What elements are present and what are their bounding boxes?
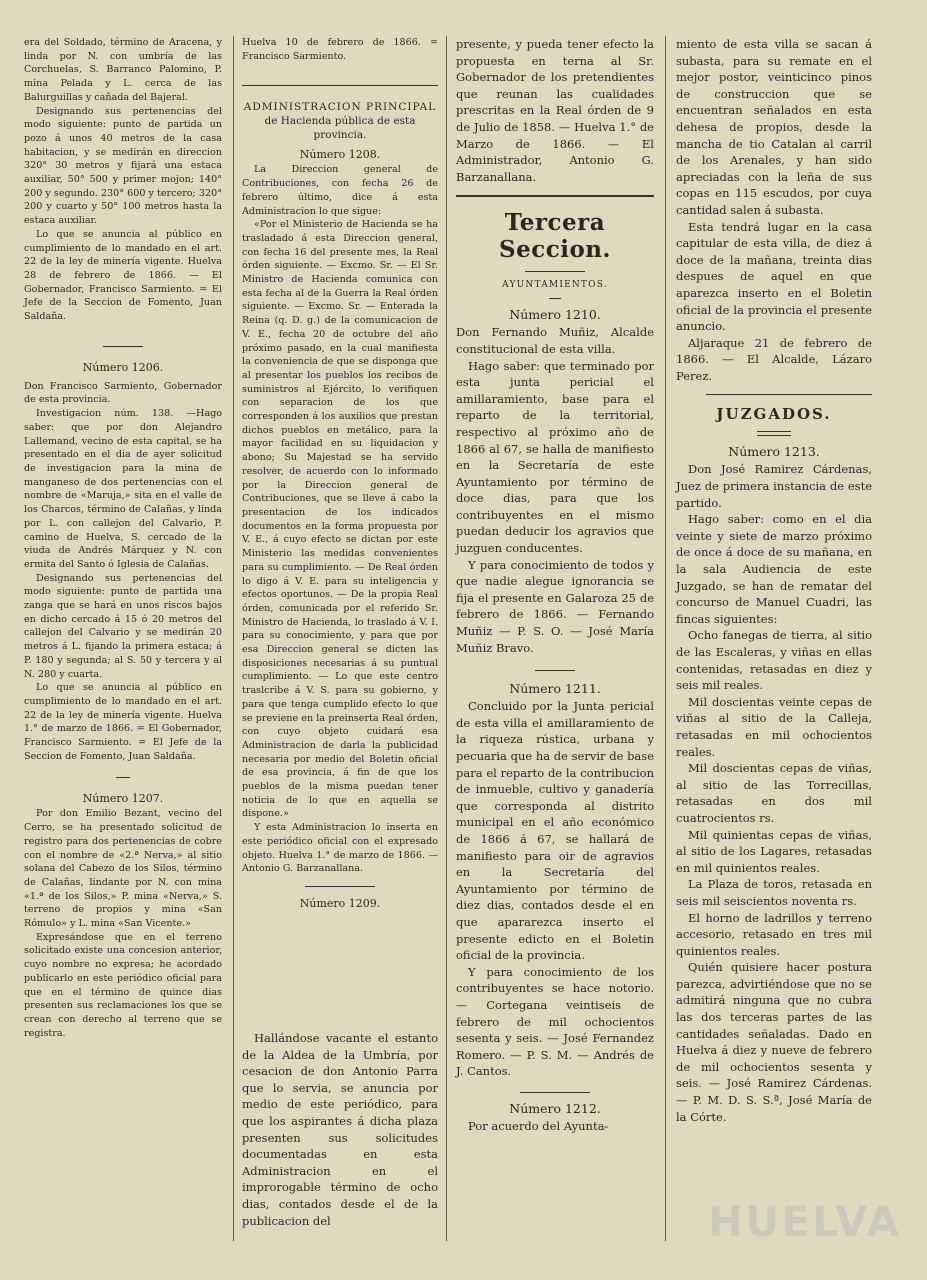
notice-number: Número 1207. xyxy=(82,792,164,806)
paragraph: Ocho fanegas de tierra, al sitio de las Escaleras, y viñas en ellas contenidas, retasadas en diez y seis mil reales. xyxy=(676,628,872,693)
library-watermark: HUELVA xyxy=(707,1197,901,1246)
paragraph: Concluido por la Junta pericial de esta villa el amillaramiento de la riqueza rústica, urbana y pecuaria que ha de servir de base para el reparto de la contribucion de inmueble, cultivo y ganadería que corresponda al distrito municipal en el año económico de 1866 á 67, se hallará de manifiesto para oir de agravios en la Secretaría del Ayuntamiento por término de diez dias, contados desde el en que apararezca inserto el presente edicto en el Boletin oficial de la provincia. xyxy=(456,699,654,963)
paragraph: Mil doscientas cepas de viñas, al sitio de las Torrecillas, retasadas en dos mil cuatrocientos rs. xyxy=(676,761,872,825)
separator xyxy=(456,195,654,197)
notice-number: Número 1208. xyxy=(299,148,381,162)
separator xyxy=(103,346,143,347)
column-4 xyxy=(676,36,872,1125)
paragraph: Lo que se anuncia al público en cumplimiento de lo mandado en el art. 22 de la ley de minería vigente. Huelva 1.° de marzo de 1866. = El Gobernador, Francisco Sarmiento. = El Jefe de la Seccion de Fomento, Juan Saldaña. xyxy=(24,682,222,762)
notice-number: Número 1209. xyxy=(299,896,381,910)
paragraph: Quién quisiere hacer postura parezca, advirtiéndose que no se admitirá ninguna que no cubra las dos terceras partes de las cantidades señaladas. Dado en Huelva á diez y nueve de febrero de mil ochocientos sesenta y seis. — José Ramirez Cárdenas. — P. M. D. S. S.ª, José María de la Córte. xyxy=(676,960,872,1124)
paragraph: Hago saber: como en el dia veinte y siete de marzo próximo de once á doce de su mañana, en la sala Audiencia de este Juzgado, se han de rematar del concurso de Manuel Cuadri, las fincas siguientes: xyxy=(676,512,872,626)
paragraph: Y esta Administracion lo inserta en este periódico oficial con el expresado objeto. Huelva 1.° de marzo de 1866. — Antonio G. Barzanallana. xyxy=(242,822,438,875)
paragraph: Hago saber: que terminado por esta junta pericial el amillaramiento, base para el reparto de la territorial, respectivo al próximo año de 1866 al 67, se halla de manifiesto en la Secretaría de este Ayuntamiento por término de doce dias, para que los contribuyentes en el mismo puedan deducir los agravios que juzguen conducentes. xyxy=(456,358,654,556)
separator xyxy=(520,1092,590,1093)
paragraph: Y para conocimiento de todos y que nadie alegue ignorancia se fija el presente en Galaroza 25 de febrero de 1866. — Fernando Muñiz — P. S. O. — José María Muñiz Bravo. xyxy=(456,557,654,655)
heading-line: de Hacienda pública de esta provincia. xyxy=(264,115,416,142)
paragraph: Expresándose que en el terreno solicitado existe una concesion anterior, cuyo nombre no expresa; he acordado publicarlo en este periódico oficial para que en el término de quince dias presenten sus reclamaciones los que se crean con derecho al terreno que se registra. xyxy=(24,931,222,1039)
column-3 xyxy=(456,36,654,1134)
separator xyxy=(549,298,561,299)
section-subtitle: AYUNTAMIENTOS. xyxy=(502,280,608,291)
section-title: Tercera Seccion. xyxy=(498,209,612,264)
separator xyxy=(706,394,872,395)
column-1 xyxy=(24,36,222,1040)
paragraph: Designando sus pertenencias del modo siguiente: punto de partida un pozo á unos 40 metros de la casa habitacion, y se medirán en direccion 320° 30 metros y fijará una estaca auxiliar, 50° 500 y primer mojon; 140° 200 y segundo. 230° 600 y tercero; 320° 200 y cuarto y 50° 100 metros hasta la estaca auxiliar. xyxy=(24,105,222,227)
paragraph: Mil quinientas cepas de viñas, al sitio de los Lagares, retasadas en mil quinientos reales. xyxy=(676,827,872,875)
notice-number: Número 1211. xyxy=(509,681,601,697)
section-heading xyxy=(242,100,438,142)
paragraph: Por acuerdo del Ayunta- xyxy=(468,1118,609,1133)
paragraph: La Direccion general de Contribuciones, con fecha 26 de febrero último, dice á esta Administracion lo que sigue: xyxy=(242,164,438,217)
separator xyxy=(116,777,130,778)
notice-number: Número 1210. xyxy=(509,307,601,323)
paragraph: Esta tendrá lugar en la casa capitular de esta villa, de diez á doce de la mañana, treinta dias despues de aquel en que aparezca inserto en el Boletin oficial de la provincia el presente anuncio. xyxy=(676,219,872,334)
column-rule xyxy=(446,36,447,1241)
paragraph: Hallándose vacante el estanto de la Aldea de la Umbría, por cesacion de don Antonio Parra que lo servia, se anuncia por medio de este periódico, para que los aspirantes á dicha plaza presenten sus solicitudes documentadas en esta Administracion en el improrogable término de ocho dias, contados desde el de la publicacion del xyxy=(242,1031,438,1228)
column-rule xyxy=(665,36,666,1241)
notice-number: Número 1206. xyxy=(82,360,164,374)
column-2-lower xyxy=(242,1030,438,1229)
paragraph: La Plaza de toros, retasada en seis mil seiscientos noventa rs. xyxy=(676,877,872,908)
heading-line: ADMINISTRACION PRINCIPAL xyxy=(243,101,437,114)
paragraph: Mil doscientas veinte cepas de viñas al sitio de la Calleja, retasadas en mil ochocientos reales. xyxy=(676,694,872,759)
paragraph: Don Francisco Sarmiento, Gobernador de esta provincia. xyxy=(24,380,222,406)
paragraph: Lo que se anuncia al público en cumplimiento de lo mandado en el art. 22 de la ley de minería vigente. Huelva 28 de febrero de 1866. — El Gobernador, Francisco Sarmiento. = El Jefe de la Seccion de Fomento, Juan Saldaña. xyxy=(24,228,222,323)
separator xyxy=(757,431,791,436)
separator xyxy=(535,670,575,671)
paragraph: Por don Emilio Bezant, vecino del Cerro, se ha presentado solicitud de registro para dos pertenencias de cobre con el nombre de «2.ª Nerva,» al sitio solana del Cabezo de los Silos, término de Calañas, lindante por N. con mina «1.ª de los Silos,» P. mina «Nerva,» S. terreno de propios y mina «San Rómulo» y L. mina «San Vicente.» xyxy=(24,808,222,930)
paragraph: «Por el Ministerio de Hacienda se ha trasladado á esta Direccion general, con fecha 16 del presente mes, la Real órden siguiente. — Excmo. Sr. — El Sr. Ministro de Hacienda comunica con esta fecha al de la Guerra la Real órden siguiente. — Excmo. Sr. — Enterada la Reina (q. D. g.) de la comunicacion de V. E., fecha 20 de octubre del año próximo pasado, en la cual manifiesta la conveniencia de que se disponga que al presentar los pueblos los recibos de suministros al Ejército, lo verifiquen con separacion de los que corresponden á los auxilios que prestan dichos pueblos en metálico, para la mayor facilidad en su liquidacion y abono; Su Majestad se ha servido resolver, de acuerdo con lo informado por la Direccion general de Contribuciones, que se lleve á cabo la presentacion de los indicados documentos en la forma propuesta por V. E., á cuyo efecto se dictan por este Ministerio las medidas convenientes para su cumplimiento. — De Real órden lo digo á V. E. para su inteligencia y efectos oportunos. — De la propia Real órden, comunicada por el referido Sr. Ministro de Hacienda, lo traslado á V. I. para su conocimiento, y para que por esa Direccion general se dicten las disposiciones necesarias á su puntual cumplimiento. — Lo que este centro traslcribe á V. S. para su gobierno, y para que tenga cumplido efecto lo que se previene en la preinserta Real órden, con cuyo objeto cuidará esa Administracion de darla la publicidad necesaria por medio del Boletin oficial de esa provincia, á fin de que los pueblos de la misma puedan tener noticia de lo que en aquella se dispone.» xyxy=(242,219,438,820)
column-2 xyxy=(242,36,438,912)
paragraph: Designando sus pertenencias del modo siguiente: punto de partida una zanga que se hará en unos riscos bajos en dicho cercado á 15 ó 20 metros del callejon del Calvario y se medirán 20 metros á L. fijando la primera estaca; á P. 180 y segunda; al S. 50 y tercera y al N. 280 y cuarta. xyxy=(24,572,222,680)
paragraph: Don Fernando Muñiz, Alcalde constitucional de esta villa. xyxy=(456,325,654,356)
paragraph: miento de esta villa se sacan á subasta, para su remate en el mejor postor, veinticinco pinos de construccion que se encuentran señalados en esta dehesa de propios, desde la mancha de tio Catalan al carril de los Arenales, y han sido apreciadas con la leña de sus copas en 115 escudos, por cuya cantidad salen á subasta. xyxy=(676,37,872,217)
paragraph: Investigacion núm. 138. —Hago saber: que por don Alejandro Lallemand, vecino de esta capital, se ha presentado en el dia de ayer solicitud de investigacion para la mina de manganeso de dos pertenencias con el nombre de «Maruja,» sita en el valle de los Charcos, término de Calañas, y linda por L. con callejon del Calvario, P. camino de Huelva, S. cercado de la viuda de Andrés Márquez y N. con ermita del Santo ó Iglesia de Calañas. xyxy=(24,408,222,570)
notice-number: Número 1212. xyxy=(509,1100,601,1116)
separator xyxy=(305,886,375,887)
paragraph: Don José Ramirez Cárdenas, Juez de primera instancia de este partido. xyxy=(676,462,872,510)
paragraph: presente, y pueda tener efecto la propuesta en terna al Sr. Gobernador de los pretendientes que reunan las cualidades prescritas en la Real órden de 9 de Julio de 1858. — Huelva 1.° de Marzo de 1866. — El Administrador, Antonio G. Barzanallana. xyxy=(456,37,654,184)
paragraph: Huelva 10 de febrero de 1866. = Francisco Sarmiento. xyxy=(242,37,438,62)
paragraph: era del Soldado, término de Aracena, y linda por N. con umbría de las Corchuelas, S. Barranco Palomino, P. mina Pelada y L. cerca de las Balurguillas y cañada del Bajeral. xyxy=(24,37,222,103)
paragraph: Y para conocimiento de los contribuyentes se hace notorio. — Cortegana veintiseis de febrero de mil ochocientos sesenta y seis. — José Fernandez Romero. — P. S. M. — Andrés de J. Cantos. xyxy=(456,964,654,1079)
paragraph: Aljaraque 21 de febrero de 1866. — El Alcalde, Lázaro Perez. xyxy=(676,335,872,383)
notice-number: Número 1213. xyxy=(728,444,820,460)
separator xyxy=(525,271,585,272)
paragraph: El horno de ladrillos y terreno accesorio, retasado en tres mil quinientos reales. xyxy=(676,910,872,958)
separator xyxy=(242,85,438,86)
column-rule xyxy=(233,36,234,1241)
section-title: JUZGADOS. xyxy=(716,405,832,424)
